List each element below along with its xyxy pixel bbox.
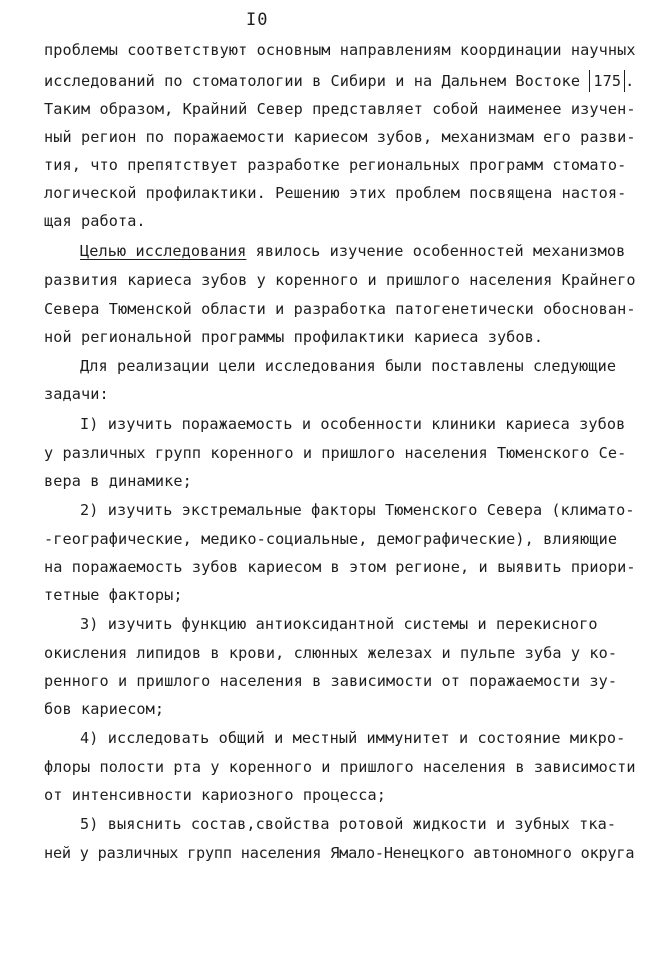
task-item-line: 4) исследовать общий и местный иммунитет и состояние микро- bbox=[80, 729, 626, 747]
text-segment: явилось изучение особенностей механизмов bbox=[246, 242, 626, 260]
task-item-line: 5) выяснить состав,свойства ротовой жидкости и зубных тка- bbox=[80, 815, 617, 833]
task-item-line: у различных групп коренного и пришлого населения Тюменского Се- bbox=[44, 444, 627, 462]
text-line: ной региональной программы профилактики кариеса зубов. bbox=[44, 328, 544, 346]
text-line: Севера Тюменской области и разработка патогенетически обоснован- bbox=[44, 300, 636, 318]
text-line: проблемы соответствуют основным направлениям координации научных bbox=[44, 41, 636, 59]
task-item-line: вера в динамике; bbox=[44, 472, 192, 490]
text-line: Таким образом, Крайний Север представляет собой наименее изучен- bbox=[44, 100, 636, 118]
text-line: Для реализации цели исследования были поставлены следующие bbox=[80, 357, 617, 375]
text-line bbox=[44, 70, 634, 92]
text-line: ный регион по поражаемости кариесом зубов, механизмам его разви- bbox=[44, 128, 636, 146]
emphasis-underlined: Целью исследования bbox=[80, 242, 247, 260]
text-line: щая работа. bbox=[44, 212, 146, 230]
task-item-line: окисления липидов в крови, слюнных железах и пульпе зуба у ко- bbox=[44, 644, 618, 662]
text-line: развития кариеса зубов у коренного и пришлого населения Крайнего bbox=[44, 271, 636, 289]
text-segment: исследований по стоматологии в Сибири и на Дальнем Востоке bbox=[44, 72, 581, 90]
task-item-line: 2) изучить экстремальные факторы Тюменского Севера (климато- bbox=[80, 501, 635, 519]
task-item-line: ней у различных групп населения Ямало-Ненецкого автономного округа bbox=[44, 844, 635, 862]
task-item-line: I) изучить поражаемость и особенности клиники кариеса зубов bbox=[80, 415, 626, 433]
task-item-line: тетные факторы; bbox=[44, 586, 183, 604]
text-line: задачи: bbox=[44, 385, 109, 403]
task-item-line: флоры полости рта у коренного и пришлого населения в зависимости bbox=[44, 758, 636, 776]
task-item-line: 3) изучить функцию антиоксидантной системы и перекисного bbox=[80, 615, 598, 633]
text-line: логической профилактики. Решению этих проблем посвящена настоя- bbox=[44, 184, 627, 202]
page-number: I0 bbox=[246, 10, 269, 30]
text-segment: . bbox=[625, 72, 635, 90]
task-item-line: от интенсивности кариозного процесса; bbox=[44, 786, 387, 804]
task-item-line: ренного и пришлого населения в зависимости от поражаемости зу- bbox=[44, 672, 618, 690]
text-line: тия, что препятствует разработке региональных программ стомато- bbox=[44, 156, 627, 174]
text-line bbox=[80, 241, 625, 261]
task-item-line: бов кариесом; bbox=[44, 700, 165, 718]
task-item-line: -географические, медико-социальные, демографические), влияющие bbox=[44, 530, 618, 548]
citation-reference: 175 bbox=[589, 70, 625, 92]
task-item-line: на поражаемость зубов кариесом в этом регионе, и выявить приори- bbox=[44, 558, 636, 576]
